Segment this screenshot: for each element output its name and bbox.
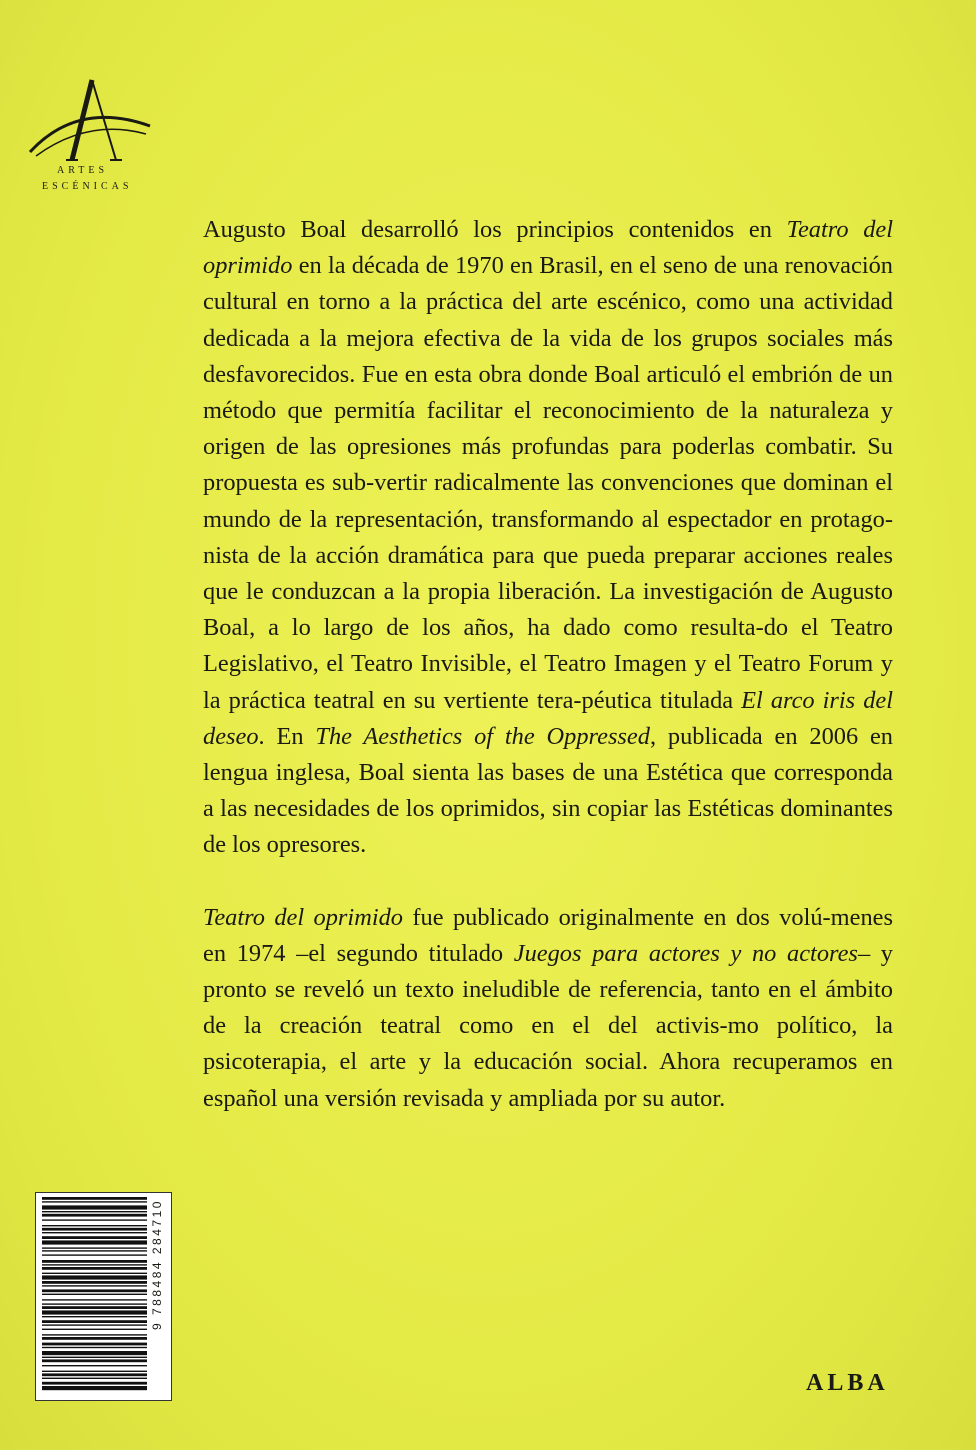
barcode-bar [42,1371,147,1372]
paragraph2-segment-3: – y pronto se reveló un texto ineludible de referencia, tanto en el ámbito de la creación teatral como en el del activis-mo político, la psicoterapia, el arte y la educación social. Ahora recuperamos en español una versión revisada y ampliada por su autor. [203,939,893,1112]
barcode-bar [42,1382,147,1385]
paragraph1-segment-0: Augusto Boal desarrolló los principios contenidos en [203,216,787,243]
blurb-paragraph-2 [203,900,893,1117]
barcode-bar [42,1254,147,1255]
barcode-bar [42,1324,147,1325]
barcode-bar [42,1351,147,1355]
barcode-bar [42,1320,147,1323]
barcode-bar [42,1264,147,1265]
barcode-bar [42,1310,147,1314]
barcode-bar [42,1281,147,1284]
barcode-bar [42,1337,147,1340]
paragraph1-segment-4: . En [258,722,316,750]
paragraph1-segment-6: , publicada en 2006 en lengua inglesa, Boal sienta las bases de una Estética que corresponda a las necesidades de los oprimidos, sin copiar las Estéticas dominantes de los opresores. [203,722,894,859]
paragraph2-segment-1: fue publicado originalmente en dos volú-menes en 1974 –el segundo titulado [203,903,893,967]
barcode-bar [42,1306,147,1309]
barcode-bar [42,1214,147,1217]
barcode-bar [42,1267,147,1270]
publisher-name: ALBA [806,1370,889,1396]
barcode-bar [42,1247,147,1248]
barcode-bar [42,1359,147,1362]
barcode-bars [42,1197,147,1393]
paragraph1-segment-5: The Aesthetics of the Oppressed [315,722,650,750]
barcode-bar [42,1316,147,1317]
barcode-bar [42,1273,147,1274]
barcode-bar [42,1373,147,1376]
barcode-bar [42,1211,147,1212]
barcode-bar [42,1334,147,1335]
barcode-bar [42,1294,147,1295]
barcode-bar [42,1275,147,1279]
blurb-text [203,212,893,1117]
paragraph2-segment-0: Teatro del oprimido [203,903,403,931]
barcode-bar [42,1386,147,1390]
barcode-bar [42,1236,147,1239]
barcode-bar [42,1205,147,1209]
barcode-bar [42,1285,147,1286]
barcode-bar [42,1232,147,1233]
blurb-paragraph-1 [203,212,893,864]
paragraph1-segment-1: Teatro del oprimido [203,216,893,280]
barcode-bar [42,1357,147,1358]
isbn-number: 9 788484 284710 [150,1199,164,1330]
barcode-bar [42,1228,147,1231]
barcode-bar [42,1250,147,1251]
barcode-bar [42,1201,147,1202]
logo-text-line1: ARTES [57,165,109,176]
barcode-bar [42,1329,147,1330]
barcode-bar [42,1289,147,1292]
paragraph2-segment-2: Juegos para actores y no actores [513,939,858,967]
barcode-bar [42,1197,147,1200]
barcode-bar [42,1260,147,1263]
paragraph1-segment-2: en la década de 1970 en Brasil, en el seno de una renovación cultural en torno a la práctica del arte escénico, como una actividad dedicada a la mejora efectiva de la vida de los grupos sociales más desfavorecidos. Fue en esta obra donde Boal articuló el embrión de un método que permitía facilitar el reconocimiento de la naturaleza y origen de las opresiones más profundas para poderlas combatir. Su propuesta es sub-vertir radicalmente las convenciones que dominan el mundo de la representación, transformando al espectador en protago-nista de la acción dramática para que pueda preparar acciones reales que le conduzcan a la propia liberación. La investigación de Augusto Boal, a lo largo de los años, ha dado como resulta-do el Teatro Legislativo, el Teatro Invisible, el Teatro Imagen y el Teatro Forum y la práctica teatral en su vertiente tera-péutica titulada [203,252,893,714]
paragraph1-segment-3: El arco iris del deseo [203,686,893,750]
barcode-bar [42,1347,147,1348]
barcode-bar [42,1343,147,1346]
barcode-bar [42,1299,147,1300]
barcode-bar [42,1365,147,1366]
logo-text-line2: ESCÉNICAS [42,181,133,192]
barcode-bar [42,1303,147,1304]
barcode-bar [42,1378,147,1379]
barcode-bar [42,1225,147,1226]
barcode-bar [42,1240,147,1244]
barcode-bar [42,1219,147,1220]
